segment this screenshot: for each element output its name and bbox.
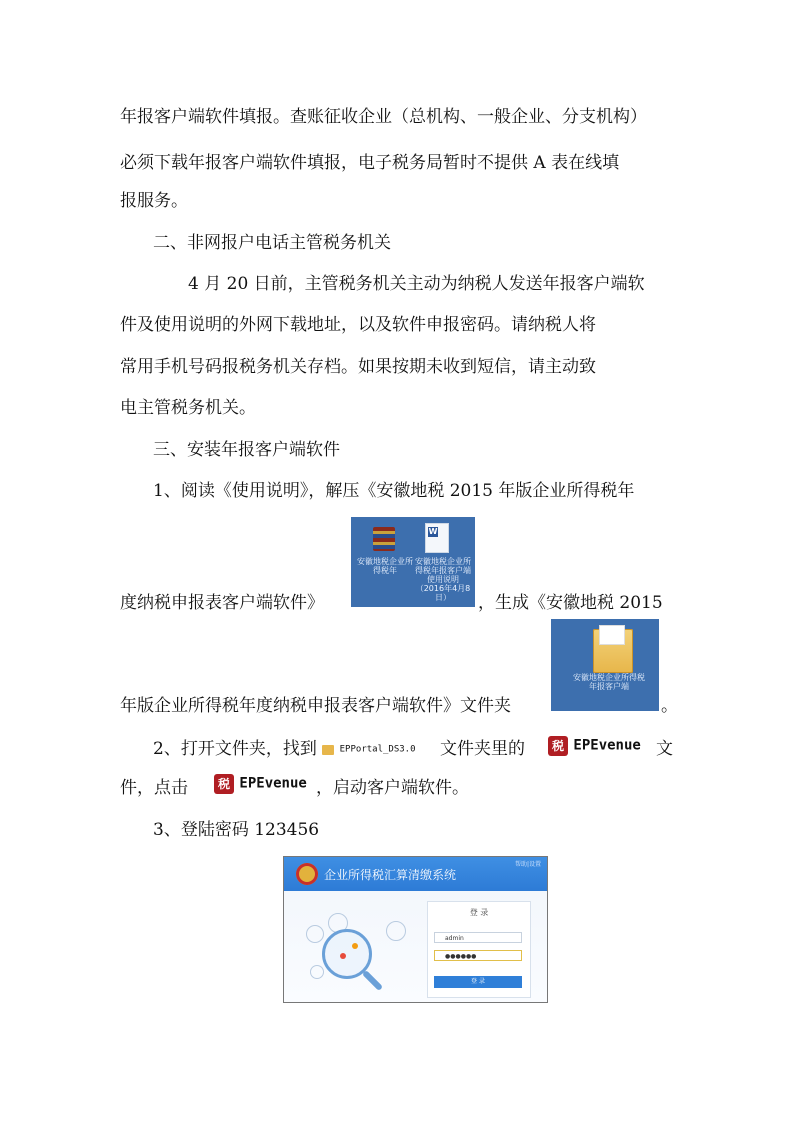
tax-app-icon: 税 — [214, 774, 234, 794]
paragraph-line: 报服务。 — [120, 191, 188, 211]
step-line: 1、阅读《使用说明》，解压《安徽地税 2015 年版企业所得税年 — [153, 481, 635, 501]
step-text: 件，点击 — [120, 778, 188, 798]
desktop-icons-tile — [351, 517, 475, 607]
folder-icon — [593, 629, 633, 673]
word-document-icon: W — [425, 523, 449, 553]
folder-name: EPPortal_DS3.0 — [339, 744, 416, 755]
step-line: 度纳税申报表客户端软件》 — [120, 593, 324, 613]
doc-caption: 安徽地税企业所得税年报客户端使用说明（2016年4月8日） — [415, 557, 471, 602]
paragraph-line: 电主管税务机关。 — [120, 398, 256, 418]
login-button[interactable]: 登 录 — [434, 976, 522, 988]
paragraph-line: 必须下载年报客户端软件填报，电子税务局暂时不提供 A 表在线填 — [120, 153, 620, 173]
login-window-screenshot — [283, 856, 548, 1003]
folder-tile — [551, 619, 659, 711]
decor-dot — [340, 953, 346, 959]
tax-app-icon: 税 — [548, 736, 568, 756]
login-panel — [427, 901, 531, 998]
step-text: 文 — [656, 739, 673, 759]
decor-circle — [310, 965, 324, 979]
step-text: 文件夹里的 — [440, 739, 525, 759]
decor-dot — [352, 943, 358, 949]
section-heading: 三、安装年报客户端软件 — [153, 440, 340, 460]
corner-links: 帮助|设置 — [514, 861, 541, 868]
app-icon-group — [548, 734, 641, 757]
archive-caption: 安徽地税企业所得税年 — [357, 557, 413, 575]
decor-circle — [386, 921, 406, 941]
step-line: 3、登陆密码 123456 — [153, 820, 320, 840]
paragraph-line: 4 月 20 日前，主管税务机关主动为纳税人发送年报客户端软 — [188, 274, 645, 294]
step-text: 2、打开文件夹，找到 — [153, 739, 317, 759]
archive-icon — [373, 527, 395, 551]
username-field[interactable]: admin — [434, 932, 522, 943]
section-heading: 二、非网报户电话主管税务机关 — [153, 233, 391, 253]
step-line: ，生成《安徽地税 2015 — [478, 593, 663, 613]
step-line: 。 — [661, 696, 678, 716]
step-line: 年版企业所得税年度纳税申报表客户端软件》文件夹 — [120, 696, 511, 716]
folder-mini-icon — [322, 745, 334, 755]
title-bar — [284, 857, 547, 891]
step-line — [153, 738, 416, 761]
tax-emblem-icon — [296, 863, 318, 885]
step-text: ，启动客户端软件。 — [316, 778, 469, 798]
paragraph-line: 常用手机号码报税务机关存档。如果按期未收到短信，请主动致 — [120, 357, 596, 377]
paragraph-line: 年报客户端软件填报。查账征收企业（总机构、一般企业、分支机构） — [120, 107, 647, 127]
login-title: 登 录 — [469, 908, 489, 917]
password-field[interactable]: ●●●●●● — [434, 950, 522, 961]
decor-circle — [306, 925, 324, 943]
app-icon-group — [214, 772, 307, 795]
window-title: 企业所得税汇算清缴系统 — [324, 868, 457, 882]
app-name: EPEvenue — [573, 737, 641, 754]
app-name: EPEvenue — [239, 775, 307, 792]
folder-caption: 安徽地税企业所得税年报客户端 — [573, 673, 645, 691]
paragraph-line: 件及使用说明的外网下载地址，以及软件申报密码。请纳税人将 — [120, 315, 596, 335]
